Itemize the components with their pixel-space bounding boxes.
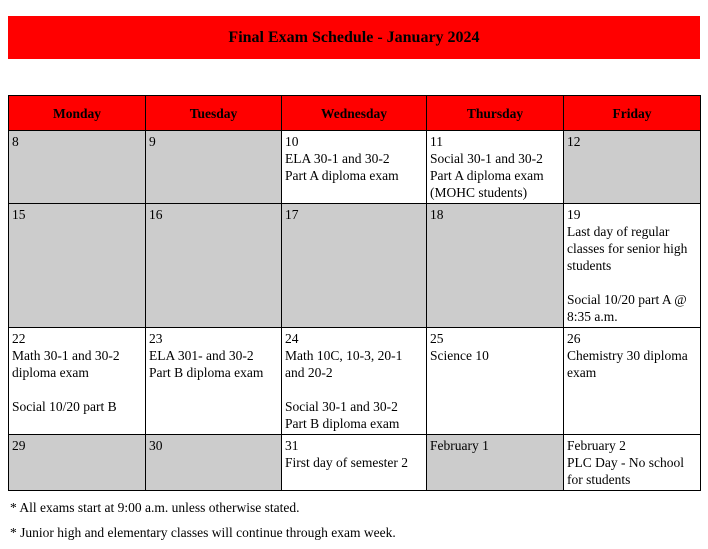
day-events: ELA 301- and 30-2 Part B diploma exam [149,348,264,380]
day-cell [146,131,282,204]
day-header-tuesday: Tuesday [146,96,282,131]
day-cell [564,435,701,491]
day-events: Social 30-1 and 30-2 Part A diploma exam (MOHC students) [430,151,544,200]
day-date: 18 [430,207,444,222]
day-date: 12 [567,134,581,149]
week-row [9,204,701,328]
day-date: 31 [285,438,299,453]
day-date: 30 [149,438,163,453]
day-cell [9,131,146,204]
day-date: 8 [12,134,19,149]
day-cell [9,204,146,328]
day-cell [427,204,564,328]
day-cell [564,131,701,204]
day-date: 19 [567,207,581,222]
day-header-monday: Monday [9,96,146,131]
day-events: Chemistry 30 diploma exam [567,348,688,380]
day-date: 17 [285,207,299,222]
day-events: Math 30-1 and 30-2 diploma exam Social 10/20 part B [12,348,120,414]
day-events: ELA 30-1 and 30-2 Part A diploma exam [285,151,399,183]
day-cell [282,131,427,204]
week-row [9,435,701,491]
day-cell [146,328,282,435]
day-cell [564,204,701,328]
day-cell [9,328,146,435]
day-header-thursday: Thursday [427,96,564,131]
day-date: February 1 [430,438,489,453]
day-date: February 2 [567,438,626,453]
day-date: 10 [285,134,299,149]
day-date: 11 [430,134,443,149]
exam-calendar [8,95,701,491]
day-header-wednesday: Wednesday [282,96,427,131]
day-cell [427,328,564,435]
day-cell [427,435,564,491]
footnotes [10,499,396,549]
footnote: * All exams start at 9:00 a.m. unless otherwise stated. [10,500,300,515]
week-row [9,131,701,204]
day-events: Science 10 [430,348,489,363]
weekday-header-row [9,96,701,131]
day-header-friday: Friday [564,96,701,131]
day-date: 22 [12,331,26,346]
day-cell [282,204,427,328]
day-cell [146,435,282,491]
day-cell [146,204,282,328]
day-date: 23 [149,331,163,346]
day-cell [9,435,146,491]
day-date: 16 [149,207,163,222]
day-date: 24 [285,331,299,346]
day-date: 29 [12,438,26,453]
page-title: Final Exam Schedule - January 2024 [8,16,700,59]
day-date: 9 [149,134,156,149]
week-row [9,328,701,435]
day-events: First day of semester 2 [285,455,408,470]
day-events: PLC Day - No school for students [567,455,684,487]
day-date: 15 [12,207,26,222]
day-cell [427,131,564,204]
day-events: Last day of regular classes for senior high students Social 10/20 part A @ 8:35 a.m. [567,224,688,324]
day-date: 25 [430,331,444,346]
day-cell [282,328,427,435]
day-cell [564,328,701,435]
footnote: * Junior high and elementary classes will continue through exam week. [10,525,396,540]
day-date: 26 [567,331,581,346]
day-cell [282,435,427,491]
day-events: Math 10C, 10-3, 20-1 and 20-2 Social 30-1 and 30-2 Part B diploma exam [285,348,403,431]
